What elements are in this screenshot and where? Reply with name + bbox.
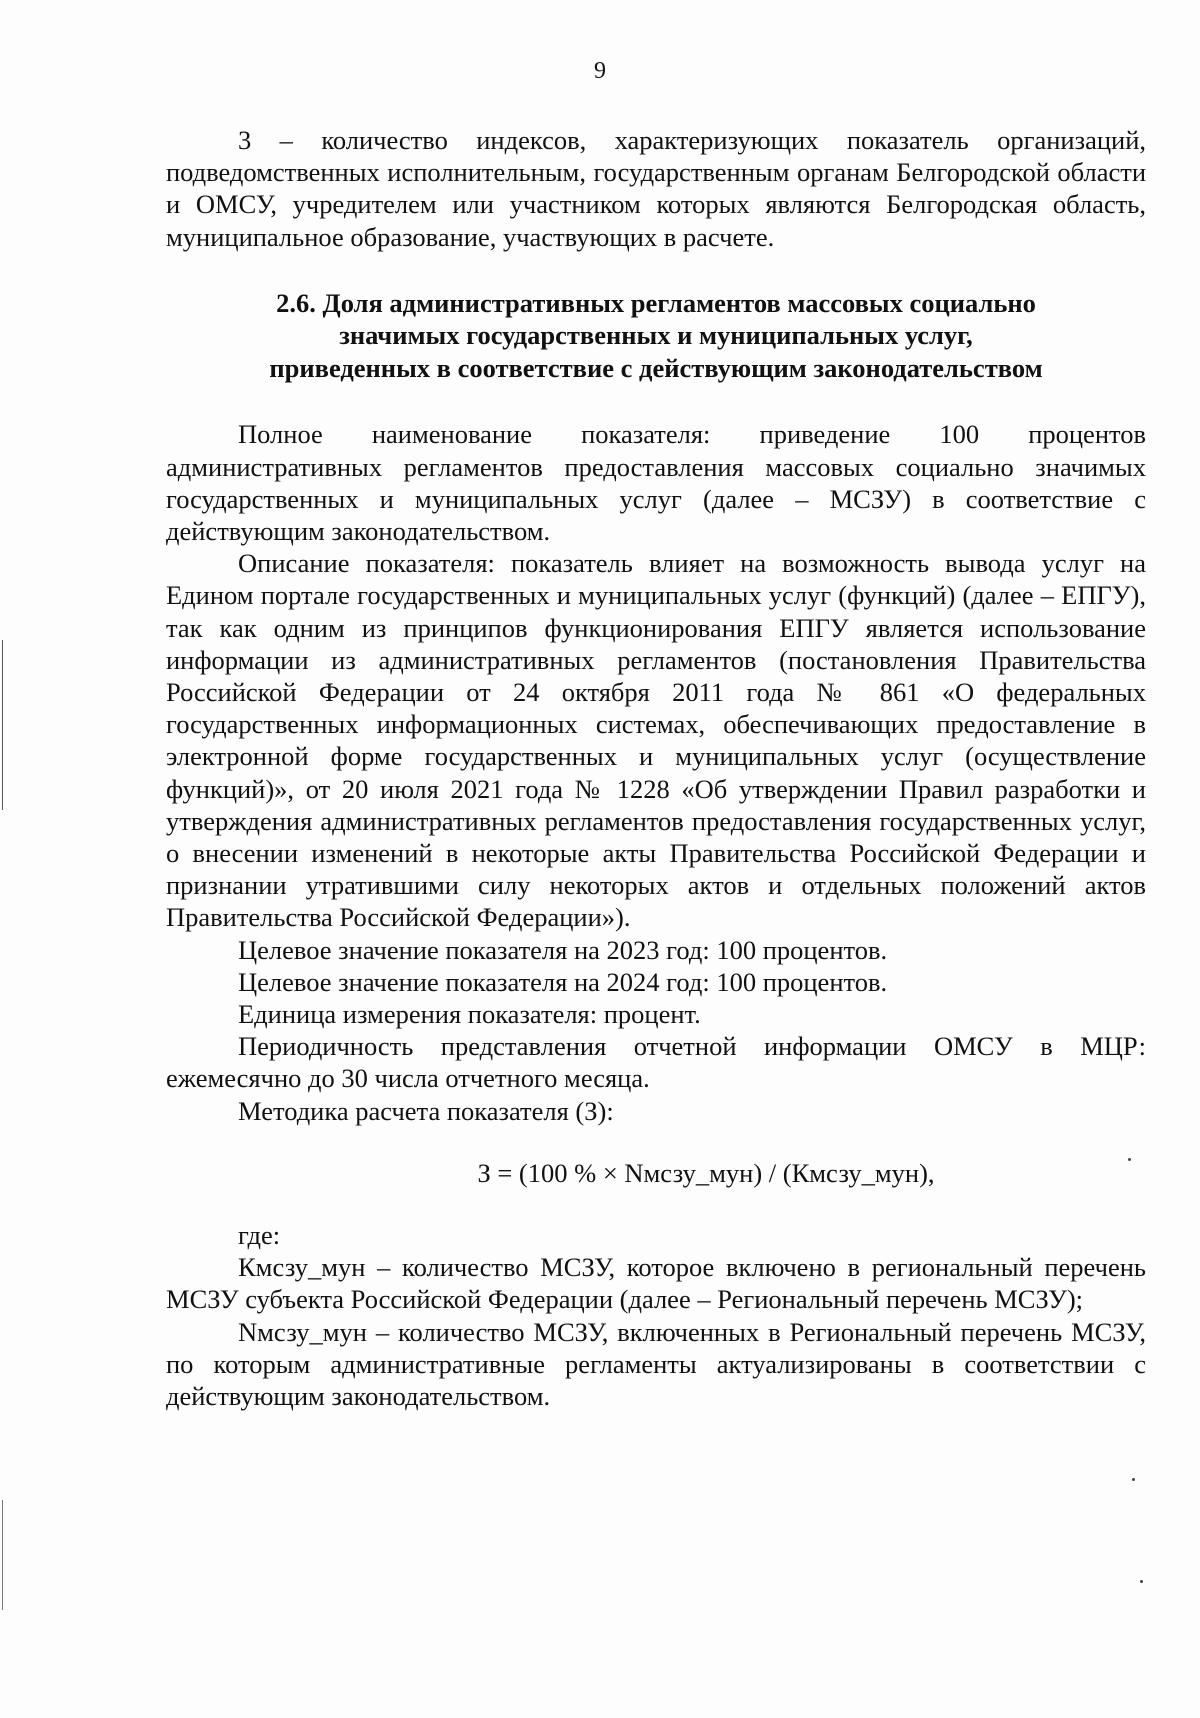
scan-edge-mark: [2, 640, 3, 810]
scan-speck: [1140, 1580, 1143, 1583]
section-heading: [166, 287, 1146, 385]
section-heading-line: значимых государственных и муниципальных услуг,: [339, 320, 973, 351]
calculation-formula: З = (100 % × Nмсзу_мун) / (Кмсзу_мун),: [477, 1157, 935, 1188]
definition-kmszu: Кмсзу_мун – количество МСЗУ, которое включено в региональный перечень МСЗУ субъекта Российской Федерации (далее – Региональный перечень МСЗУ);: [166, 1252, 1146, 1315]
reporting-periodicity: Периодичность представления отчетной информации ОМСУ в МЦР: ежемесячно до 30 числа отчетного месяца.: [166, 1031, 1146, 1094]
section-heading-line: 2.6. Доля административных регламентов массовых социально: [276, 287, 1036, 318]
target-value-2024: Целевое значение показателя на 2024 год: 100 процентов.: [238, 966, 888, 997]
intro-paragraph: 3 – количество индексов, характеризующих показатель организаций, подведомственных исполнительным, государственным органам Белгородской области и ОМСУ, учредителем или участником которых являются Белгородская область, муниципальное образование, участвующих в расчете.: [166, 125, 1146, 252]
formula-where: где:: [238, 1219, 281, 1250]
scan-speck: [1128, 1158, 1131, 1161]
target-value-2023: Целевое значение показателя на 2023 год: 100 процентов.: [238, 934, 888, 965]
indicator-description: Описание показателя: показатель влияет на возможность вывода услуг на Едином портале государственных и муниципальных услуг (функций) (далее – ЕПГУ), так как одним из принципов функционирования ЕПГУ является использование информации из административных регламентов (постановления Правительства Российской Федерации от 24 октября 2011 года № 861 «О федеральных государственных информационных системах, обеспечивающих предоставление в электронной форме государственных и муниципальных услуг (осуществление функций)», от 20 июля 2021 года № 1228 «Об утверждении Правил разработки и утверждения административных регламентов предоставления государственных услуг, о внесении изменений в некоторые акты Правительства Российской Федерации и признании утратившими силу некоторых актов и отдельных положений актов Правительства Российской Федерации»).: [166, 548, 1146, 933]
page-number: 9: [594, 58, 606, 84]
definition-nmszu: Nмсзу_мун – количество МСЗУ, включенных в Региональный перечень МСЗУ, по которым административные регламенты актуализированы в соответствии с действующим законодательством.: [166, 1316, 1146, 1411]
section-heading-line: приведенных в соответствие с действующим законодательством: [269, 352, 1043, 383]
indicator-full-name: Полное наименование показателя: приведение 100 процентов административных регламентов предоставления массовых социально значимых государственных и муниципальных услуг (далее – МСЗУ) в соответствие с действующим законодательством.: [166, 419, 1146, 546]
measurement-unit: Единица измерения показателя: процент.: [238, 998, 701, 1029]
calculation-method: Методика расчета показателя (З):: [238, 1095, 614, 1126]
scan-speck: [1132, 1478, 1135, 1481]
document-body: [166, 124, 1146, 1412]
scan-edge-mark: [2, 1500, 3, 1610]
